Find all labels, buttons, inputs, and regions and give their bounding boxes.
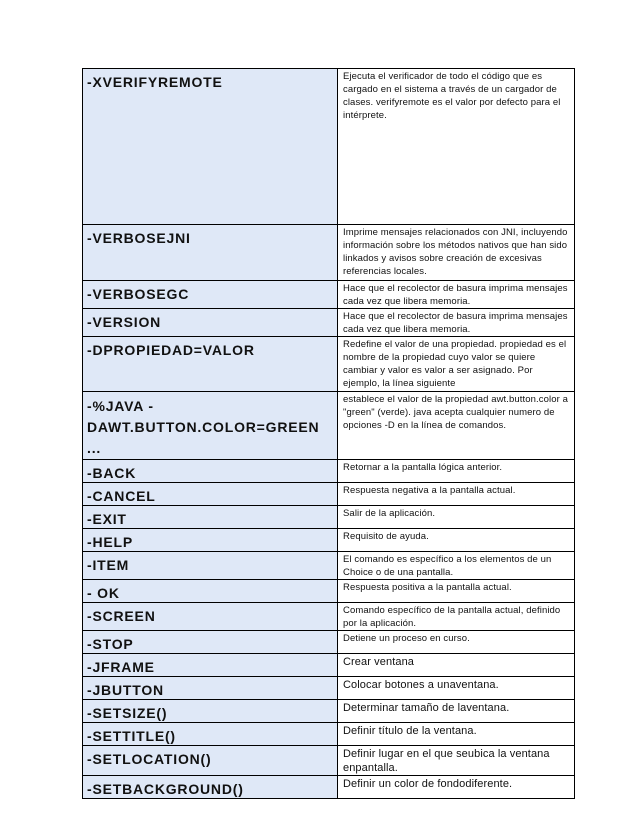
option-description: Imprime mensajes relacionados con JNI, incluyendo información sobre los métodos nativos que han sido linkados y avisos sobre creación de excesivas referencias locales. [338, 225, 575, 281]
table-row [83, 677, 575, 700]
option-name: -VERSION [83, 309, 338, 337]
table-row [83, 631, 575, 654]
option-description: Salir de la aplicación. [338, 506, 575, 529]
option-name: -ITEM [83, 552, 338, 580]
option-name: -SCREEN [83, 603, 338, 631]
option-name: -%JAVA - DAWT.BUTTON.COLOR=GREEN ... [83, 392, 338, 460]
option-name: -STOP [83, 631, 338, 654]
option-name: -DPROPIEDAD=VALOR [83, 337, 338, 392]
option-description: Requisito de ayuda. [338, 529, 575, 552]
option-description: Hace que el recolector de basura imprima mensajes cada vez que libera memoria. [338, 309, 575, 337]
option-description: Colocar botones a unaventana. [338, 677, 575, 700]
table-row [83, 225, 575, 281]
table-row [83, 723, 575, 746]
option-name: -VERBOSEJNI [83, 225, 338, 281]
option-name: -XVERIFYREMOTE [83, 69, 338, 225]
option-name: -VERBOSEGC [83, 281, 338, 309]
option-name: - OK [83, 580, 338, 603]
option-name: -EXIT [83, 506, 338, 529]
table-row [83, 580, 575, 603]
option-description: Respuesta positiva a la pantalla actual. [338, 580, 575, 603]
option-name: -BACK [83, 460, 338, 483]
option-name: -SETBACKGROUND() [83, 776, 338, 799]
option-name: -HELP [83, 529, 338, 552]
table-row [83, 700, 575, 723]
table-row [83, 460, 575, 483]
table-row [83, 654, 575, 677]
option-description: establece el valor de la propiedad awt.button.color a "green" (verde). java acepta cualquier numero de opciones -D en la línea de comandos. [338, 392, 575, 460]
table-row [83, 392, 575, 460]
option-name: -CANCEL [83, 483, 338, 506]
option-description: Definir un color de fondodiferente. [338, 776, 575, 799]
option-description: El comando es específico a los elementos de un Choice o de una pantalla. [338, 552, 575, 580]
option-description: Definir título de la ventana. [338, 723, 575, 746]
table-row [83, 337, 575, 392]
option-description: Retornar a la pantalla lógica anterior. [338, 460, 575, 483]
option-description: Hace que el recolector de basura imprima mensajes cada vez que libera memoria. [338, 281, 575, 309]
java-options-table [82, 68, 575, 799]
option-name: -SETLOCATION() [83, 746, 338, 776]
option-description: Definir lugar en el que seubica la ventana enpantalla. [338, 746, 575, 776]
option-description: Detiene un proceso en curso. [338, 631, 575, 654]
table-row [83, 69, 575, 225]
option-description: Respuesta negativa a la pantalla actual. [338, 483, 575, 506]
table-row [83, 746, 575, 776]
table-row [83, 776, 575, 799]
option-description: Redefine el valor de una propiedad. propiedad es el nombre de la propiedad cuyo valor se quiere cambiar y valor es valor a ser asignado. Por ejemplo, la línea siguiente [338, 337, 575, 392]
option-description: Determinar tamaño de laventana. [338, 700, 575, 723]
option-name: -JBUTTON [83, 677, 338, 700]
option-name: -SETTITLE() [83, 723, 338, 746]
table-row [83, 309, 575, 337]
table-row [83, 603, 575, 631]
table-row [83, 506, 575, 529]
table-row [83, 483, 575, 506]
option-description: Crear ventana [338, 654, 575, 677]
table-row [83, 552, 575, 580]
option-name: -JFRAME [83, 654, 338, 677]
option-name: -SETSIZE() [83, 700, 338, 723]
table-row [83, 529, 575, 552]
option-description: Ejecuta el verificador de todo el código que es cargado en el sistema a través de un cargador de clases. verifyremote es el valor por defecto para el intérprete. [338, 69, 575, 225]
table-row [83, 281, 575, 309]
option-description: Comando específico de la pantalla actual, definido por la aplicación. [338, 603, 575, 631]
